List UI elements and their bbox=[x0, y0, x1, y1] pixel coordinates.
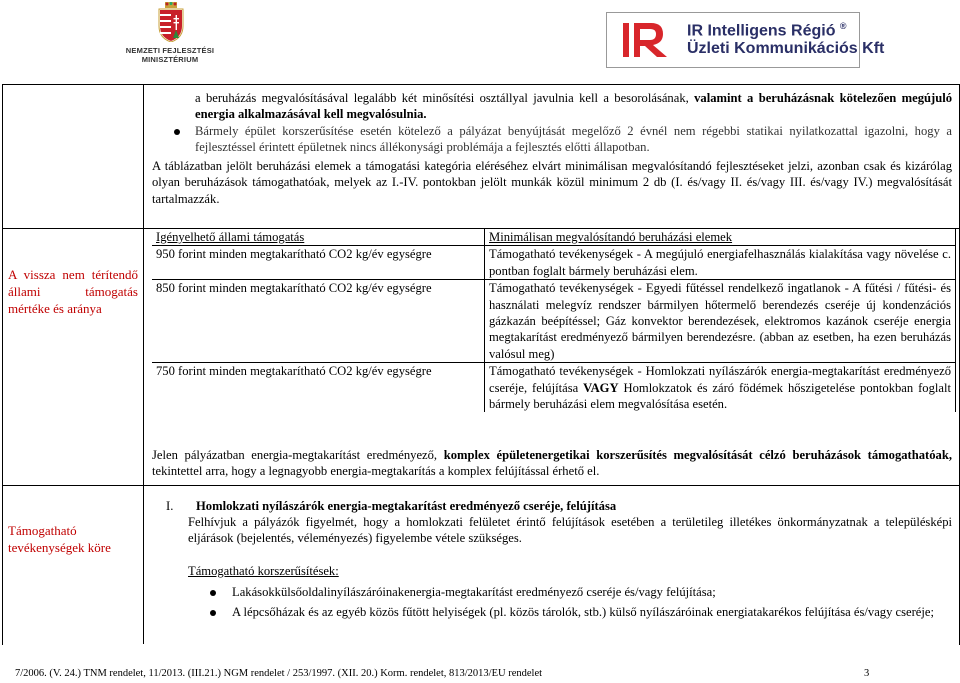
elements-cell: Támogatható tevékenységek - A megújuló energiafelhasználás kialakítása vagy növelése c. pontban foglalt bármely beruházási elem. bbox=[485, 246, 956, 280]
eligible-upgrades-heading: Támogatható korszerűsítések: bbox=[188, 564, 339, 578]
table-row bbox=[152, 280, 956, 363]
ir-mark-icon bbox=[621, 21, 671, 59]
section-title: Homlokzati nyílászárók energia-megtakarítást eredményező cseréje, felújítása bbox=[196, 499, 617, 513]
section-number: I. bbox=[166, 499, 174, 513]
header-cell: Igényelhető állami támogatás bbox=[152, 229, 485, 246]
header-cell: Minimálisan megvalósítandó beruházási elemek bbox=[485, 229, 956, 246]
complex-renovation-note: Jelen pályázatban energia-megtakarítást eredményező, komplex épületenergetikai korszerűsítés megvalósítását célzó beruházások támogathatóak, tekintettel arra, hogy a legnagyobb energia-megtakarítás a komplex felújítással érhető el. bbox=[152, 448, 952, 479]
table-header-row bbox=[152, 229, 956, 246]
ir-logo bbox=[606, 12, 885, 68]
eligible-activities-label: Támogatható tevékenységek köre bbox=[8, 523, 111, 555]
ir-company-line1: IR Intelligens Régió ® bbox=[687, 21, 847, 40]
elements-cell: Támogatható tevékenységek - Egyedi fűtéssel rendelkező ingatlanok - A fűtési / fűtési- és használati melegvíz rendszer bármilyen hőtermelő berendezés cseréje új kondenzációs gázkazán beépítéssel; Gáz konvektor berendezések, elektromos kazánok cseréje energia megtakarítást eredményező bármilyen berendezésre. (abban az esetben, ha ezen beruházás valósul meg) bbox=[485, 280, 956, 363]
table-row bbox=[152, 363, 956, 413]
list-item: Lakásokkülsőoldalinyílászáróinakenergia-megtakarítást eredményező cseréje és/vagy felújítása; bbox=[232, 585, 716, 599]
table-note-paragraph: A táblázatban jelölt beruházási elemek a támogatási kategória eléréséhez elvárt minimálisan megvalósítandó fejlesztéseket jelzi, azonban csak és kizárólag olyan beruházások támogathatóak, melyek az I.-IV. pontokban jelölt munkák közül minimum 2 db (I. és/vagy II. és/vagy III. és/vagy IV.) megvalósítását tartalmazzák. bbox=[152, 159, 952, 206]
elements-cell: Támogatható tevékenységek - Homlokzati nyílászárók energia-megtakarítást eredményező cseréje, felújítása VAGY Homlokzatok és záró födémek hőszigetelése pontokban foglalt bármely beruházási elem megvalósítása esetén. bbox=[485, 363, 956, 413]
label-column-divider bbox=[143, 84, 144, 644]
statics-bullet: Bármely épület korszerűsítése esetén kötelező a pályázat benyújtását megelőző 2 évnél nem régebbi statikai nyilatkozattal igazolni, hogy a fejlesztéssel érintett épületnek nincs állékonysági problémája a fejlesztés előtti állapotban. bbox=[195, 124, 952, 155]
bullet-icon bbox=[210, 590, 216, 596]
row-divider bbox=[2, 485, 959, 486]
section-paragraph: Felhívjuk a pályázók figyelmét, hogy a homlokzati felületet érintő felújítások esetében a területileg illetékes önkormányzatnak a településképi eljárások (bejelentés, véleményezés) figyelembe vétele szükséges. bbox=[188, 515, 952, 546]
amount-cell: 750 forint minden megtakarítható CO2 kg/év egységre bbox=[152, 363, 485, 413]
amount-cell: 850 forint minden megtakarítható CO2 kg/év egységre bbox=[152, 280, 485, 363]
table-row bbox=[152, 246, 956, 280]
ir-company-line2: Üzleti Kommunikációs Kft bbox=[687, 40, 885, 57]
page-number: 3 bbox=[864, 668, 870, 679]
ministry-name: NEMZETI FEJLESZTÉSI MINISZTÉRIUM bbox=[125, 46, 215, 64]
amount-cell: 950 forint minden megtakarítható CO2 kg/év egységre bbox=[152, 246, 485, 280]
top-paragraph: a beruházás megvalósításával legalább két minősítési osztállyal javulnia kell a besorolásának, valamint a beruházásnak kötelezően megújuló energia alkalmazásával kell megvalósulnia. bbox=[195, 91, 953, 122]
support-table bbox=[152, 228, 956, 412]
footer-legal-reference: 7/2006. (V. 24.) TNM rendelet, 11/2013. (III.21.) NGM rendelet / 253/1997. (XII. 20.) Korm. rendelet, 813/2013/EU rendelet bbox=[15, 668, 543, 679]
list-item: A lépcsőházak és az egyéb közös fűtött helyiségek (pl. közös tárolók, stb.) külső nyílászáróinak energiatakarékos felújítása és/vagy cseréje; bbox=[232, 605, 934, 619]
support-rate-label: A vissza nem térítendő állami támogatás mértéke és aránya bbox=[8, 267, 138, 316]
bullet-icon bbox=[210, 610, 216, 616]
bullet-icon bbox=[174, 129, 180, 135]
ministry-logo bbox=[120, 2, 220, 78]
hungarian-crest-icon bbox=[152, 2, 190, 42]
page-header bbox=[0, 0, 960, 80]
